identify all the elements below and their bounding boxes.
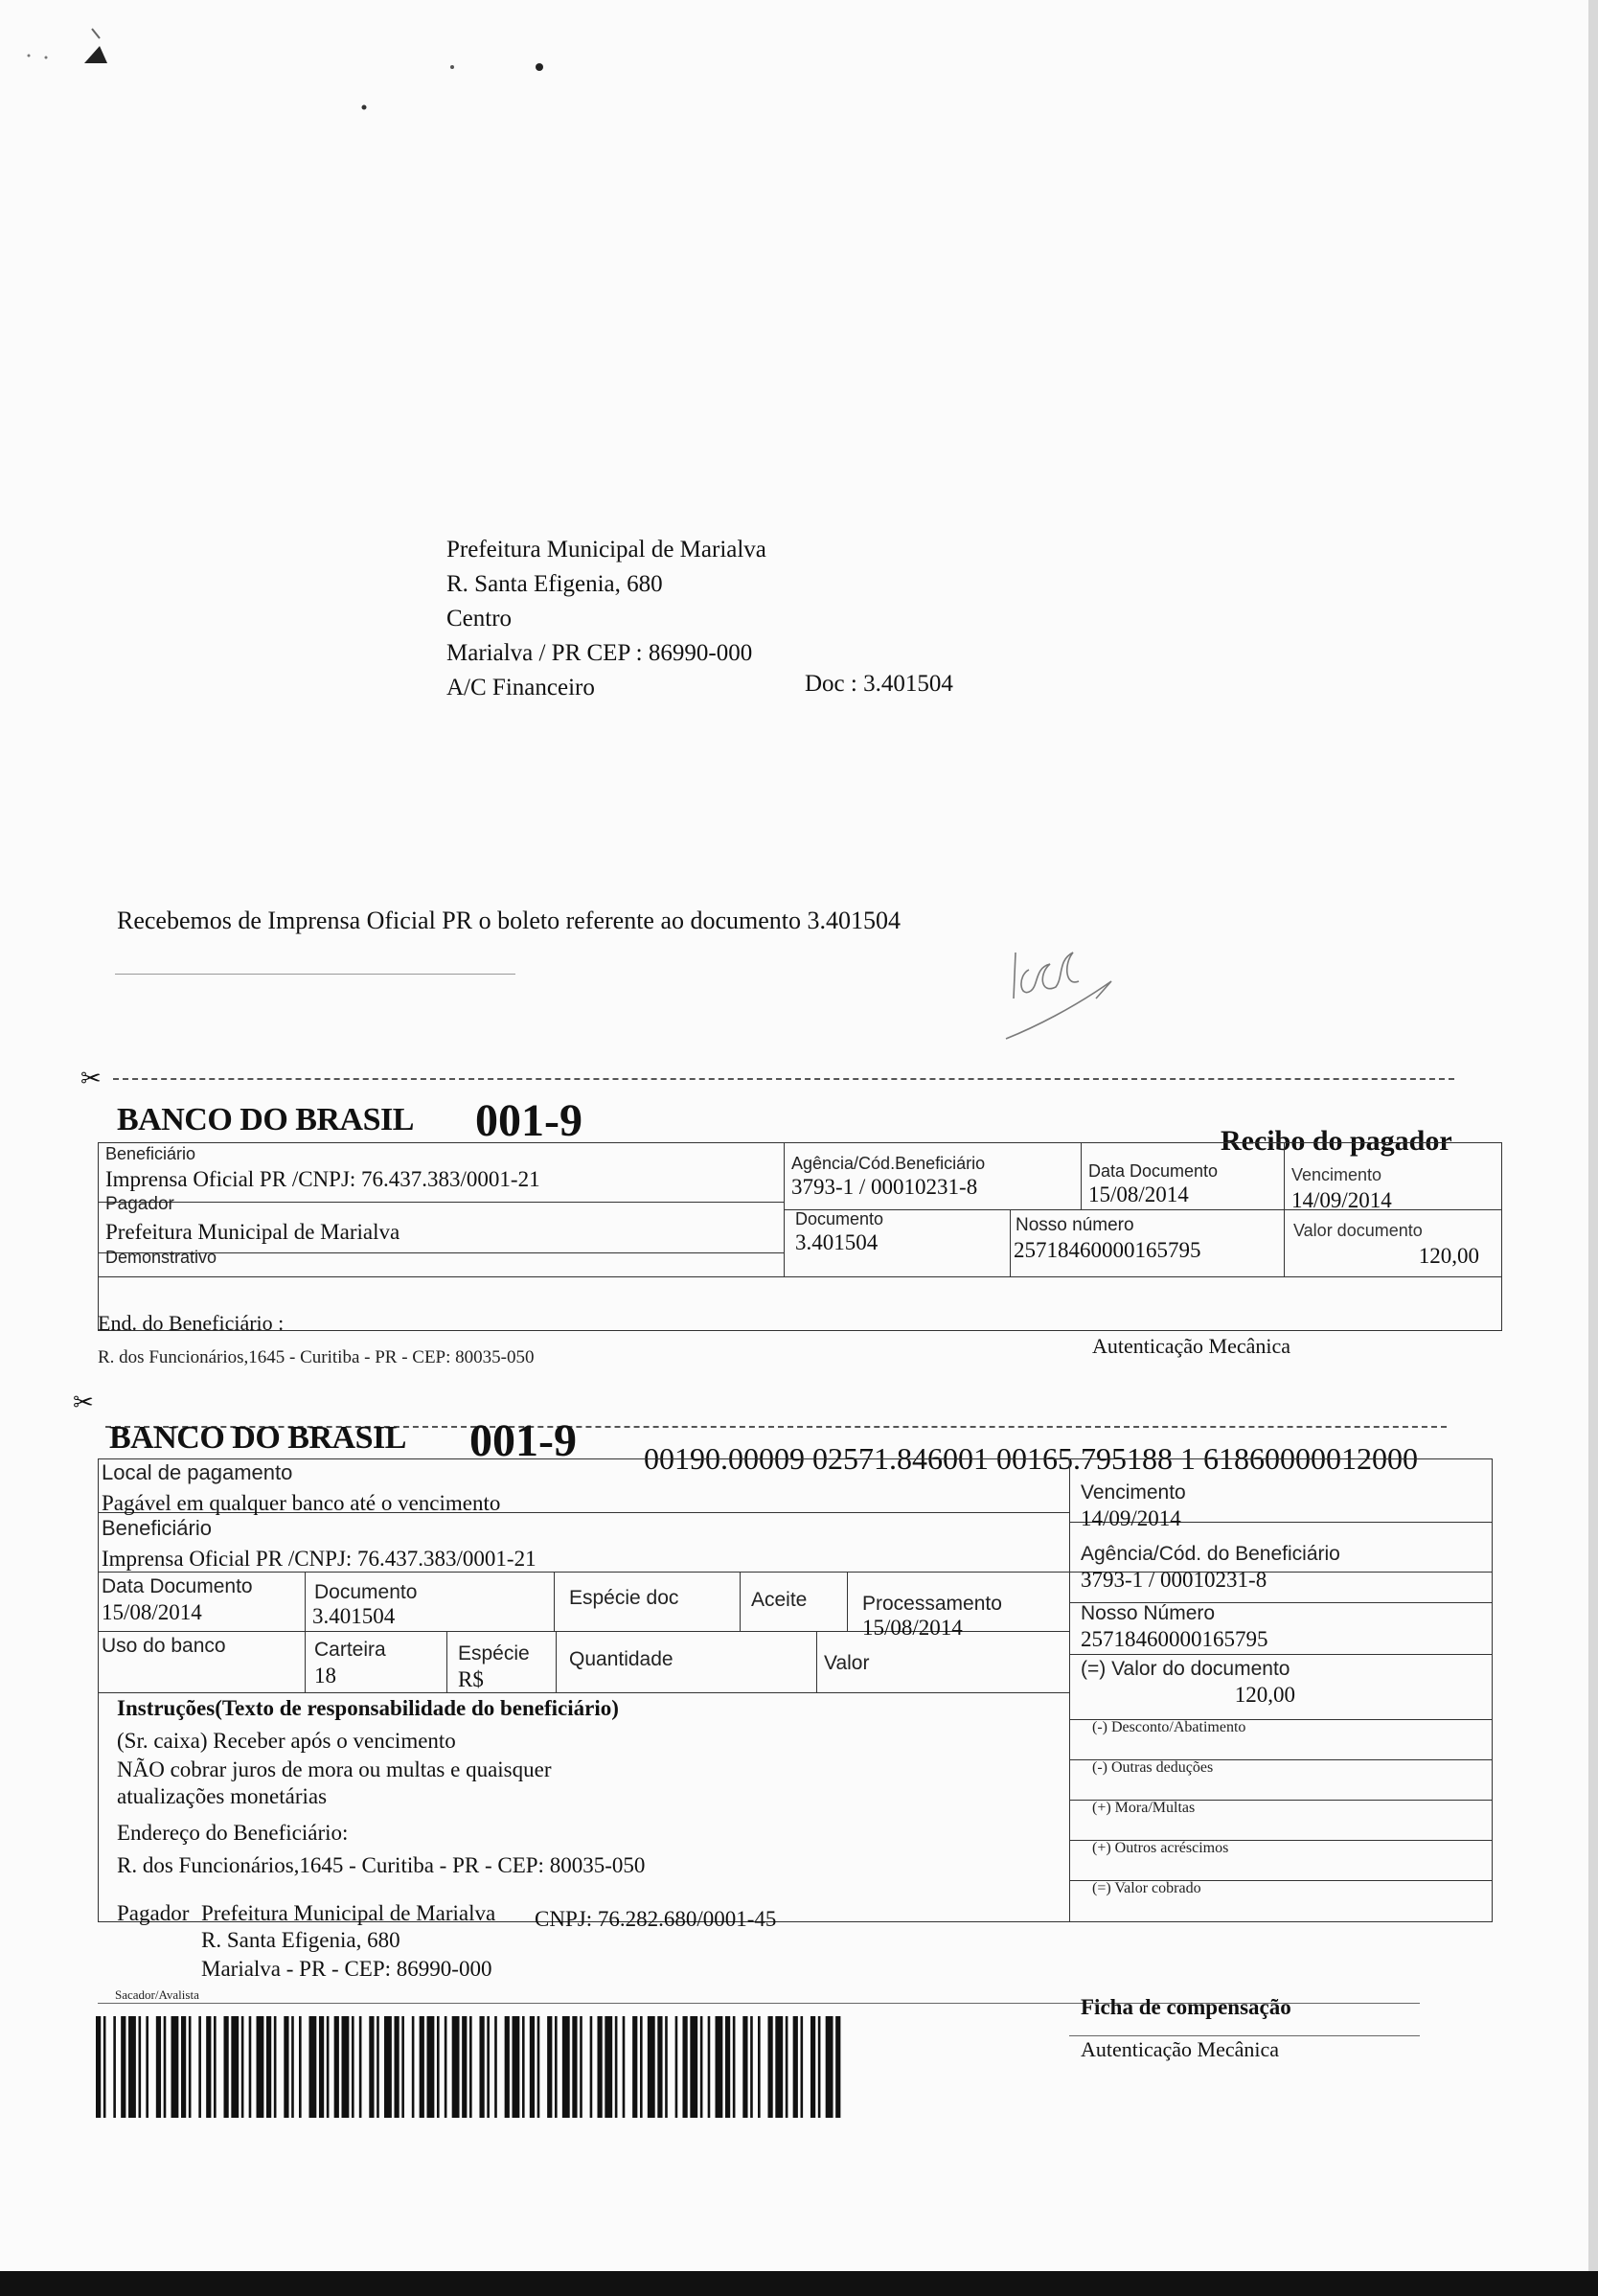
barcode-bar — [257, 2016, 264, 2118]
ficha-especie-label: Espécie — [458, 1642, 530, 1665]
barcode-bar — [530, 2016, 535, 2118]
barcode-bar — [462, 2016, 467, 2118]
signature-line — [115, 974, 515, 975]
ficha-bank-code: 001-9 — [469, 1415, 577, 1466]
barcode-bar — [572, 2016, 577, 2118]
ficha-pagador-line-3: Marialva - PR - CEP: 86990-000 — [201, 1957, 492, 1981]
barcode-bar — [708, 2016, 711, 2118]
recibo-vencimento-label: Vencimento — [1291, 1165, 1382, 1184]
barcode-bar — [725, 2016, 730, 2118]
ficha-valor-label: Valor — [824, 1652, 870, 1674]
letter-doc-number: Doc : 3.401504 — [805, 671, 953, 697]
barcode-bar — [580, 2016, 582, 2118]
recibo-nosso-numero-label: Nosso número — [1016, 1215, 1134, 1235]
receipt-statement: Recebemos de Imprensa Oficial PR o boleto referente ao documento 3.401504 — [117, 907, 902, 934]
letter-line-4: Marialva / PR CEP : 86990-000 — [446, 640, 753, 666]
ficha-instrucao-3: atualizações monetárias — [117, 1784, 328, 1808]
ficha-instrucao-2: NÃO cobrar juros de mora ou multas e quaisquer — [117, 1757, 552, 1781]
barcode-bar — [675, 2016, 678, 2118]
recibo-nosso-numero-value: 25718460000165795 — [1014, 1238, 1201, 1262]
barcode-bar — [299, 2016, 302, 2118]
ficha-uso-banco-label: Uso do banco — [102, 1635, 226, 1657]
barcode-bar — [835, 2016, 840, 2118]
barcode-bar — [767, 2016, 772, 2118]
ficha-nosso-numero-label: Nosso Número — [1081, 1602, 1216, 1624]
barcode-bar — [793, 2016, 798, 2118]
ficha-linha-digitavel: 00190.00009 02571.846001 00165.795188 1 61860000012000 — [644, 1441, 1418, 1476]
recibo-valor-doc-value: 120,00 — [1418, 1244, 1479, 1268]
barcode-bar — [445, 2016, 447, 2118]
ficha-carteira-value: 18 — [314, 1664, 336, 1688]
barcode-bar — [342, 2016, 350, 2118]
recibo-end-label: End. do Beneficiário : — [98, 1311, 285, 1335]
barcode-bar — [198, 2016, 201, 2118]
barcode-bar — [810, 2016, 815, 2118]
ficha-carteira-label: Carteira — [314, 1639, 386, 1661]
ficha-pagador-cnpj: CNPJ: 76.282.680/0001-45 — [535, 1907, 777, 1931]
barcode-bar — [369, 2016, 374, 2118]
ficha-outros-acrescimos-label: (+) Outros acréscimos — [1092, 1840, 1229, 1856]
barcode-bar — [384, 2016, 392, 2118]
barcode-bar — [427, 2016, 435, 2118]
ficha-processamento-label: Processamento — [862, 1593, 1002, 1615]
barcode-bar — [241, 2016, 244, 2118]
ficha-documento-value: 3.401504 — [312, 1604, 396, 1628]
recibo-demonstrativo-label: Demonstrativo — [105, 1248, 217, 1267]
ficha-data-doc-label: Data Documento — [102, 1575, 253, 1597]
barcode-bar — [206, 2016, 211, 2118]
recibo-valor-doc-label: Valor documento — [1293, 1221, 1423, 1240]
barcode-bar — [420, 2016, 424, 2118]
barcode-bar — [632, 2016, 637, 2118]
recibo-agencia-value: 3793-1 / 00010231-8 — [791, 1175, 978, 1199]
barcode-bar — [479, 2016, 484, 2118]
ficha-instrucao-5: R. dos Funcionários,1645 - Curitiba - PR - CEP: 80035-050 — [117, 1853, 646, 1877]
ficha-instrucao-1: (Sr. caixa) Receber após o vencimento — [117, 1729, 456, 1753]
barcode-bar — [487, 2016, 490, 2118]
barcode-bar — [139, 2016, 142, 2118]
barcode-bar — [377, 2016, 379, 2118]
barcode-bar — [181, 2016, 186, 2118]
recibo-data-doc-value: 15/08/2014 — [1088, 1182, 1189, 1206]
barcode-bar — [775, 2016, 783, 2118]
barcode-bar — [640, 2016, 643, 2118]
barcode-bar — [648, 2016, 655, 2118]
recibo-bank-name: BANCO DO BRASIL — [117, 1102, 414, 1137]
barcode-bar — [103, 2016, 106, 2118]
ficha-vencimento-label: Vencimento — [1081, 1481, 1186, 1504]
ficha-vencimento-value: 14/09/2014 — [1081, 1506, 1181, 1530]
barcode-bar — [274, 2016, 277, 2118]
barcode-bar — [327, 2016, 330, 2118]
barcode-bar — [818, 2016, 821, 2118]
recibo-autenticacao: Autenticação Mecânica — [1092, 1334, 1291, 1358]
ficha-instrucao-4: Endereço do Beneficiário: — [117, 1821, 349, 1845]
recibo-pagador-value: Prefeitura Municipal de Marialva — [105, 1220, 400, 1244]
letter-line-3: Centro — [446, 606, 513, 631]
barcode-bar — [513, 2016, 520, 2118]
barcode-bar — [590, 2016, 593, 2118]
barcode-bar — [547, 2016, 552, 2118]
barcode-bar — [189, 2016, 192, 2118]
barcode-bar — [597, 2016, 602, 2118]
recibo-documento-label: Documento — [795, 1209, 884, 1228]
barcode-bar — [555, 2016, 558, 2118]
ficha-sacador-label: Sacador/Avalista — [115, 1987, 199, 2002]
barcode-bar — [452, 2016, 460, 2118]
barcode-bar — [437, 2016, 440, 2118]
barcode-bar — [284, 2016, 288, 2118]
barcode-bar — [214, 2016, 217, 2118]
letter-line-5: A/C Financeiro — [446, 675, 595, 700]
ficha-documento-label: Documento — [314, 1581, 418, 1603]
barcode-bar — [231, 2016, 239, 2118]
ficha-mora-label: (+) Mora/Multas — [1092, 1800, 1196, 1816]
ficha-valor-doc-value: 120,00 — [1234, 1683, 1295, 1707]
barcode-bar — [308, 2016, 316, 2118]
barcode-bar — [291, 2016, 294, 2118]
recibo-documento-value: 3.401504 — [795, 1230, 879, 1254]
barcode-bar — [171, 2016, 179, 2118]
barcode-bar — [750, 2016, 753, 2118]
ficha-valor-doc-label: (=) Valor do documento — [1081, 1658, 1290, 1680]
barcode-bar — [690, 2016, 697, 2118]
scissors-icon: ✂ — [80, 1064, 102, 1092]
barcode-bar — [742, 2016, 747, 2118]
ficha-beneficiario-value: Imprensa Oficial PR /CNPJ: 76.437.383/0001-21 — [102, 1547, 536, 1571]
barcode-bar — [352, 2016, 354, 2118]
ficha-nosso-numero-value: 25718460000165795 — [1081, 1627, 1268, 1651]
ficha-especie-doc-label: Espécie doc — [569, 1587, 679, 1609]
barcode-bar — [716, 2016, 723, 2118]
letter-line-2: R. Santa Efigenia, 680 — [446, 571, 663, 597]
barcode-bar — [700, 2016, 703, 2118]
barcode-bar — [334, 2016, 339, 2118]
recibo-data-doc-label: Data Documento — [1088, 1161, 1219, 1181]
barcode-bar — [128, 2016, 136, 2118]
ficha-agencia-label: Agência/Cód. do Beneficiário — [1081, 1543, 1340, 1565]
barcode-bar — [319, 2016, 324, 2118]
barcode-bar — [733, 2016, 736, 2118]
cut-line-recibo — [113, 1078, 1454, 1080]
letter-address — [446, 533, 766, 705]
recibo-vencimento-value: 14/09/2014 — [1291, 1188, 1392, 1212]
page-edge-right — [1588, 0, 1598, 2296]
scissors-icon-2: ✂ — [73, 1388, 94, 1416]
barcode-bar — [665, 2016, 668, 2118]
ficha-autenticacao: Autenticação Mecânica — [1081, 2037, 1280, 2061]
ficha-especie-value: R$ — [458, 1667, 484, 1691]
barcode-bar — [266, 2016, 271, 2118]
barcode-bar — [522, 2016, 525, 2118]
barcode-bar — [249, 2016, 252, 2118]
barcode-bar — [96, 2016, 101, 2118]
barcode-bar — [786, 2016, 788, 2118]
ficha-aceite-label: Aceite — [751, 1589, 808, 1611]
ficha-processamento-value: 15/08/2014 — [862, 1616, 963, 1640]
barcode-bar — [537, 2016, 540, 2118]
ficha-agencia-value: 3793-1 / 00010231-8 — [1081, 1568, 1267, 1592]
ficha-bank-name: BANCO DO BRASIL — [109, 1420, 406, 1456]
scan-specks — [0, 0, 1598, 134]
ficha-desconto-label: (-) Desconto/Abatimento — [1092, 1719, 1246, 1735]
barcode-bar — [401, 2016, 404, 2118]
ficha-pagador-label: Pagador — [117, 1901, 190, 1925]
ficha-outras-deducoes-label: (-) Outras deduções — [1092, 1759, 1214, 1776]
recibo-agencia-label: Agência/Cód.Beneficiário — [791, 1154, 986, 1173]
barcode-bar — [359, 2016, 362, 2118]
page-edge-bottom — [0, 2271, 1598, 2296]
recibo-bank-code: 001-9 — [475, 1095, 582, 1146]
recibo-beneficiario-value: Imprensa Oficial PR /CNPJ: 76.437.383/0001-21 — [105, 1167, 540, 1191]
barcode-bar — [223, 2016, 228, 2118]
barcode-bar — [121, 2016, 126, 2118]
barcode-bar — [615, 2016, 618, 2118]
ficha-instrucoes-title: Instruções(Texto de responsabilidade do beneficiário) — [117, 1696, 619, 1720]
barcode-bar — [682, 2016, 687, 2118]
ficha-data-doc-value: 15/08/2014 — [102, 1600, 202, 1624]
barcode-bar — [826, 2016, 833, 2118]
ficha-pagador-line-1: Prefeitura Municipal de Marialva — [201, 1901, 496, 1925]
barcode-bar — [623, 2016, 626, 2118]
letter-line-1: Prefeitura Municipal de Marialva — [446, 537, 766, 563]
barcode-bar — [412, 2016, 415, 2118]
barcode-bar — [758, 2016, 761, 2118]
barcode-bar — [394, 2016, 399, 2118]
barcode-bar — [156, 2016, 161, 2118]
recibo-end-value: R. dos Funcionários,1645 - Curitiba - PR - CEP: 80035-050 — [98, 1347, 535, 1367]
ficha-beneficiario-label: Beneficiário — [102, 1516, 212, 1540]
barcode-bar — [801, 2016, 804, 2118]
barcode-bar — [146, 2016, 148, 2118]
ficha-local-label: Local de pagamento — [102, 1460, 293, 1484]
ficha-title: Ficha de compensação — [1081, 1995, 1291, 2019]
barcode-bar — [494, 2016, 497, 2118]
recibo-beneficiario-label: Beneficiário — [105, 1144, 196, 1163]
barcode-bar — [562, 2016, 570, 2118]
ficha-valor-cobrado-label: (=) Valor cobrado — [1092, 1880, 1201, 1896]
barcode-bar — [469, 2016, 472, 2118]
ficha-pagador-line-2: R. Santa Efigenia, 680 — [201, 1928, 400, 1952]
barcode-bar — [113, 2016, 116, 2118]
ficha-quantidade-label: Quantidade — [569, 1648, 673, 1670]
barcode — [96, 2016, 843, 2118]
ficha-local-value: Pagável em qualquer banco até o vencimento — [102, 1491, 501, 1515]
recibo-title: Recibo do pagador — [1221, 1125, 1452, 1157]
barcode-bar — [505, 2016, 510, 2118]
barcode-bar — [657, 2016, 662, 2118]
handwritten-mark — [996, 931, 1140, 1046]
recibo-pagador-label: Pagador — [105, 1194, 174, 1214]
barcode-bar — [164, 2016, 167, 2118]
barcode-bar — [605, 2016, 612, 2118]
